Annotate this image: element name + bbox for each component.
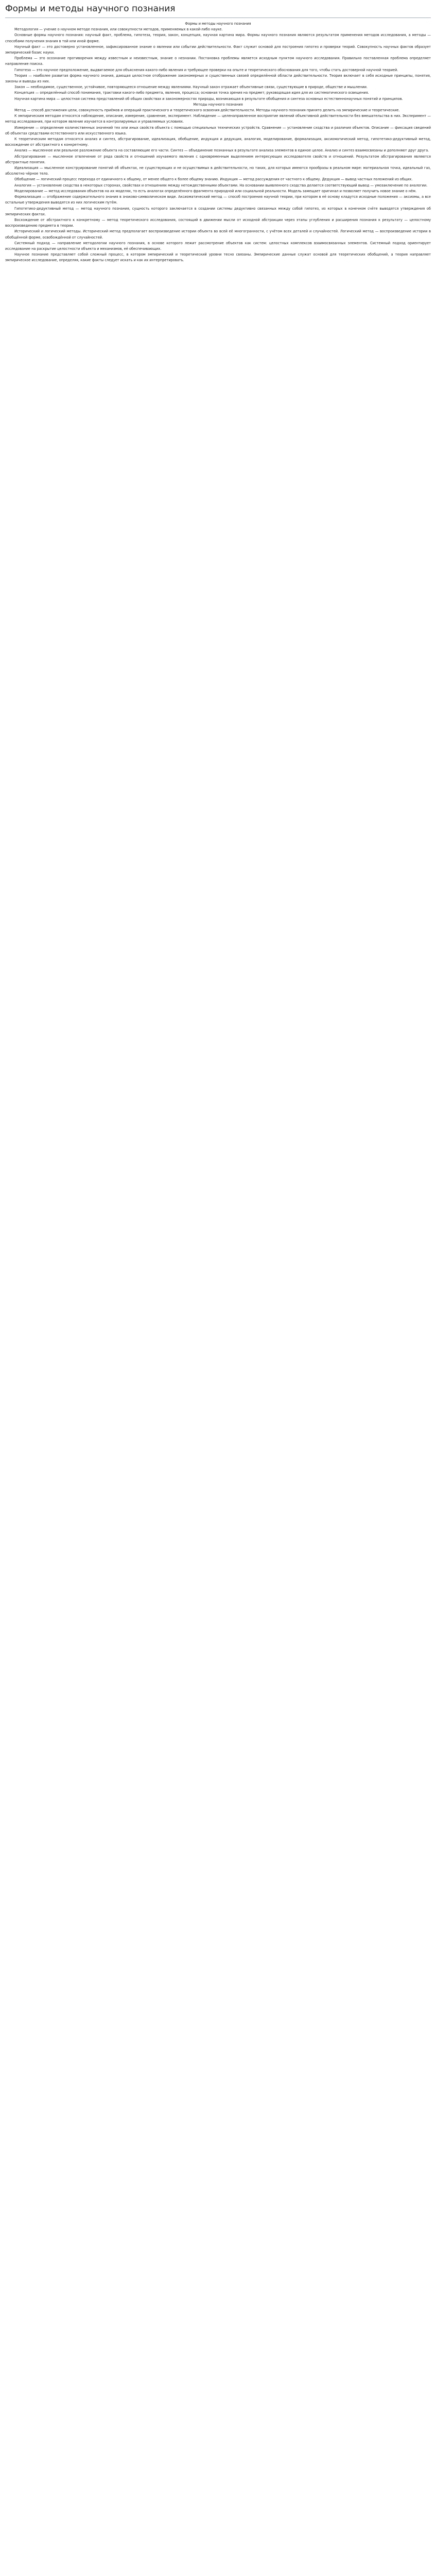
article-paragraph: Научный факт — это достоверно установленное, зафиксированное знание о явлении или событии действительности. Факт служит основой для построения гипотез и проверки теорий. Совокупность научных фактов образует эмпирический базис науки. xyxy=(5,44,431,55)
article-paragraph: Системный подход — направление методологии научного познания, в основе которого лежит рассмотрение объектов как систем: целостных комплексов взаимосвязанных элементов. Системный подход ориентирует исследование на раскрытие целостности объекта и механизмов, её обеспечивающих. xyxy=(5,241,431,251)
article-paragraph: Восхождение от абстрактного к конкретному — метод теоретического исследования, состоящий в движении мысли от исходной абстракции через этапы углубления и расширения познания к результату — целостному воспроизведению предмета в теории. xyxy=(5,217,431,228)
article-paragraph: К эмпирическим методам относятся наблюдение, описание, измерение, сравнение, эксперимент. Наблюдение — целенаправленное восприятие явлений объективной действительности без вмешательства в них. Эксперимент — метод исследования, при котором явление изучается в контролируемых и управляемых условиях. xyxy=(5,114,431,124)
article-paragraph: Концепция — определённый способ понимания, трактовки какого-либо предмета, явления, процесса; основная точка зрения на предмет; руководящая идея для их систематического освещения. xyxy=(14,91,369,95)
article-body xyxy=(5,27,431,263)
article-paragraph: Научное познание представляет собой сложный процесс, в котором эмпирический и теоретический уровни тесно связаны. Эмпирические данные служат основой для теоретических обобщений, а теория направляет эмпирическое исследование, определяя, какие факты следует искать и как их интерпретировать. xyxy=(5,252,431,263)
article-subtitle: Формы и методы научного познания xyxy=(185,22,251,26)
article-paragraph: Моделирование — метод исследования объектов на их моделях, то есть аналогах определённого фрагмента природной или социальной реальности. Модель замещает оригинал и позволяет получить новое знание о нём. xyxy=(14,189,417,193)
page-title: Формы и методы научного познания xyxy=(5,2,431,18)
article-paragraph: Обобщение — логический процесс перехода от единичного к общему, от менее общего к более общему знанию. Индукция — метод рассуждения от частного к общему. Дедукция — вывод частных положений из общих. xyxy=(14,177,413,182)
article-paragraph: Исторический и логический методы. Исторический метод предполагает воспроизведение истории объекта во всей её многогранности, с учётом всех деталей и случайностей. Логический метод — воспроизведение истории в обобщённой форме, освобождённой от случайностей. xyxy=(5,229,431,240)
article-paragraph: Теория — наиболее развитая форма научного знания, дающая целостное отображение закономерных и существенных связей определённой области действительности. Теория включает в себя исходные принципы, понятия, законы и выводы из них. xyxy=(5,73,431,84)
article-paragraph: К теоретическим методам относятся анализ и синтез, абстрагирование, идеализация, обобщение, индукция и дедукция, аналогия, моделирование, формализация, аксиоматический метод, гипотетико-дедуктивный метод, восхождение от абстрактного к конкретному. xyxy=(5,137,431,147)
article-paragraph: Анализ — мысленное или реальное разложение объекта на составляющие его части. Синтез — объединение познанных в результате анализа элементов в единое целое. Анализ и синтез взаимосвязаны и дополняют друг друга. xyxy=(14,148,429,153)
article-paragraph: Основные формы научного познания: научный факт, проблема, гипотеза, теория, закон, концепция, научная картина мира. Формы научного познания являются результатом применения методов исследования, а методы — способами получения знания в той или иной форме. xyxy=(5,33,431,43)
article-paragraph: Аналогия — установление сходства в некоторых сторонах, свойствах и отношениях между нетождественными объектами. На основании выявленного сходства делается соответствующий вывод — умозаключение по аналогии. xyxy=(14,183,428,188)
article-paragraph: Гипотетико-дедуктивный метод — метод научного познания, сущность которого заключается в создании системы дедуктивно связанных между собой гипотез, из которых в конечном счёте выводятся утверждения об эмпирических фактах. xyxy=(5,206,431,216)
article-paragraph: Метод — способ достижения цели, совокупность приёмов и операций практического и теоретического освоения действительности. Методы научного познания принято делить на эмпирические и теоретические. xyxy=(14,108,400,113)
article-paragraph: Закон — необходимое, существенное, устойчивое, повторяющееся отношение между явлениями. Научный закон отражает объективные связи, существующие в природе, обществе и мышлении. xyxy=(14,85,368,90)
article-paragraph: Гипотеза — это научное предположение, выдвигаемое для объяснения какого-либо явления и требующее проверки на опыте и теоретического обоснования для того, чтобы стать достоверной научной теорией. xyxy=(14,67,398,72)
article-paragraph: Измерение — определение количественных значений тех или иных свойств объекта с помощью специальных технических устройств. Сравнение — установление сходства и различия объектов. Описание — фиксация сведений об объектах средствами естественного или искусственного языка. xyxy=(5,125,431,135)
article-paragraph: Формализация — отображение содержательного знания в знаково-символическом виде. Аксиоматический метод — способ построения научной теории, при котором в её основу кладутся исходные положения — аксиомы, а все остальные утверждения выводятся из них логическим путём. xyxy=(5,195,431,205)
article-paragraph: Проблема — это осознание противоречия между известным и неизвестным, знание о незнании. Постановка проблемы является исходным пунктом научного исследования. Правильно поставленная проблема определяет направление поиска. xyxy=(5,56,431,66)
article-paragraph: Научная картина мира — целостная система представлений об общих свойствах и закономерностях природы, возникающая в результате обобщения и синтеза основных естественнонаучных понятий и принципов. xyxy=(14,96,403,101)
section-heading: Методы научного познания xyxy=(193,102,243,107)
article-paragraph: Идеализация — мысленное конструирование понятий об объектах, не существующих и не осуществимых в действительности, но таких, для которых имеются прообразы в реальном мире: материальная точка, идеальный газ, абсолютно чёрное тело. xyxy=(5,166,431,176)
article-paragraph: Методология — учение о научном методе познания, или совокупности методов, применяемых в какой-либо науке. xyxy=(14,27,223,32)
article-paragraph: Абстрагирование — мысленное отвлечение от ряда свойств и отношений изучаемого явления с одновременным выделением интересующих исследователя свойств и отношений. Результатом абстрагирования являются абстрактные понятия. xyxy=(5,154,431,164)
